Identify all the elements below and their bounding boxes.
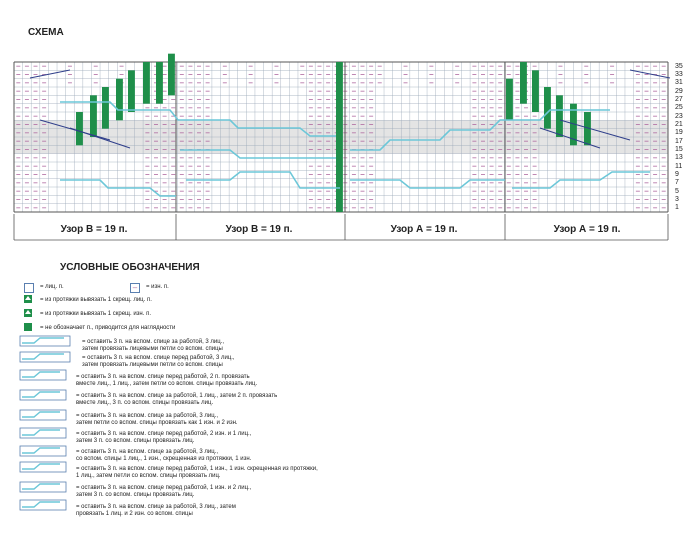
chart-title: СХЕМА (28, 27, 64, 38)
legend-knit: = лиц. п. (40, 284, 64, 290)
row-number: 1 (675, 204, 679, 212)
legend-item-9a: = оставить 3 п. на вспом. спице перед работой, 2 изн. и 1 лиц., (76, 431, 252, 437)
green-column (168, 54, 175, 96)
green-column (156, 62, 163, 104)
diag-left-top (30, 70, 70, 78)
diag-right-top (630, 70, 670, 78)
row-number: 21 (675, 120, 683, 128)
row-number: 7 (675, 179, 679, 187)
legend-purl: = изн. п. (146, 284, 169, 290)
legend-item-6a: = оставить 3 п. на вспом. спице перед работой, 2 п. провязать (76, 374, 250, 380)
section-label-1: Узор В = 19 п. (60, 224, 128, 235)
row-number: 27 (675, 95, 683, 103)
legend-item-12b: затем 3 п. со вспом. спицы провязать лиц. (76, 492, 195, 498)
green-column (143, 62, 150, 104)
row-number: 23 (675, 112, 683, 120)
legend-item-6b: вместе лиц., 1 лиц., затем петли со вспом. спицы провязать лиц. (76, 381, 258, 387)
green-column (102, 87, 109, 129)
legend-item-7a: = оставить 3 п. на вспом. спице за работой, 1 лиц., затем 2 п. провязать (76, 393, 278, 399)
legend-item-5a: = оставить 3 п. на вспом. спице перед работой, 3 лиц., (82, 355, 235, 361)
green-column (116, 79, 123, 121)
legend-item-7b: вместе лиц., 3 п. со вспом. спицы провязать лиц. (76, 400, 214, 406)
legend-item-11b: 1 лиц., затем петли со вспом. спицы провязать лиц. (76, 473, 221, 479)
row-number: 29 (675, 87, 683, 95)
legend-title: УСЛОВНЫЕ ОБОЗНАЧЕНИЯ (60, 262, 200, 273)
row-number: 35 (675, 62, 683, 70)
row-number: 5 (675, 187, 679, 195)
legend-item-11a: = оставить 3 п. на вспом. спице перед работой, 1 изн., 1 изн. скрещенная из протяжки, (76, 466, 318, 472)
legend-item-9b: затем 3 п. со вспом. спицы провязать лиц. (76, 438, 195, 444)
legend-symbols (16, 292, 96, 532)
section-label-2: Узор В = 19 п. (225, 224, 293, 235)
legend-item-4b: затем провязать лицевыми петли со вспом. спицы (82, 346, 223, 352)
row-number: 19 (675, 129, 683, 137)
legend-item-13b: провязать 1 лиц. и 2 изн. со вспом. спицы (76, 511, 193, 517)
legend-item-10a: = оставить 3 п. на вспом. спице за работой, 3 лиц., (76, 449, 219, 455)
legend-item-13a: = оставить 3 п. на вспом. спице за работой, 3 лиц., затем (76, 504, 236, 510)
green-column (506, 79, 513, 121)
section-label-4: Узор А = 19 п. (553, 224, 621, 235)
row-number: 11 (675, 162, 683, 170)
legend-item-8a: = оставить 3 п. на вспом. спице за работой, 3 лиц., (76, 413, 219, 419)
green-column (520, 62, 527, 104)
row-number: 17 (675, 137, 683, 145)
green-column (544, 87, 551, 129)
legend-item-2: = из протяжки вывязать 1 скрещ. изн. п. (40, 311, 151, 317)
knitting-chart (0, 0, 690, 260)
row-number: 3 (675, 195, 679, 203)
no-stitch-icon (24, 323, 32, 331)
legend-item-3: = не обозначает п., приводится для наглядности (40, 325, 176, 331)
row-number: 15 (675, 145, 683, 153)
legend-item-10b: со вспом. спицы 1 лиц., 1 изн., скрещенная из протяжки, 1 изн. (76, 456, 252, 462)
green-column (128, 70, 135, 112)
green-column (556, 95, 563, 137)
row-number: 13 (675, 154, 683, 162)
section-label-3: Узор А = 19 п. (390, 224, 458, 235)
cable-left-lower (60, 180, 176, 196)
legend-item-8b: затем петли со вспом. спицы провязать как 1 изн. и 2 изн. (76, 420, 238, 426)
legend-item-1: = из протяжки вывязать 1 скрещ. лиц. п. (40, 297, 152, 303)
green-column (76, 112, 83, 145)
green-column (336, 62, 343, 212)
row-number: 25 (675, 104, 683, 112)
row-number: 33 (675, 70, 683, 78)
green-column (532, 70, 539, 112)
purl-symbol: – (130, 283, 140, 293)
row-number: 9 (675, 170, 679, 178)
row-number: 31 (675, 79, 683, 87)
legend-item-12a: = оставить 3 п. на вспом. спице перед работой, 1 изн. и 2 лиц., (76, 485, 252, 491)
legend-item-4a: = оставить 3 п. на вспом. спице за работой, 3 лиц., (82, 339, 225, 345)
legend-item-5b: затем провязать лицевыми петли со вспом. спицы (82, 362, 223, 368)
